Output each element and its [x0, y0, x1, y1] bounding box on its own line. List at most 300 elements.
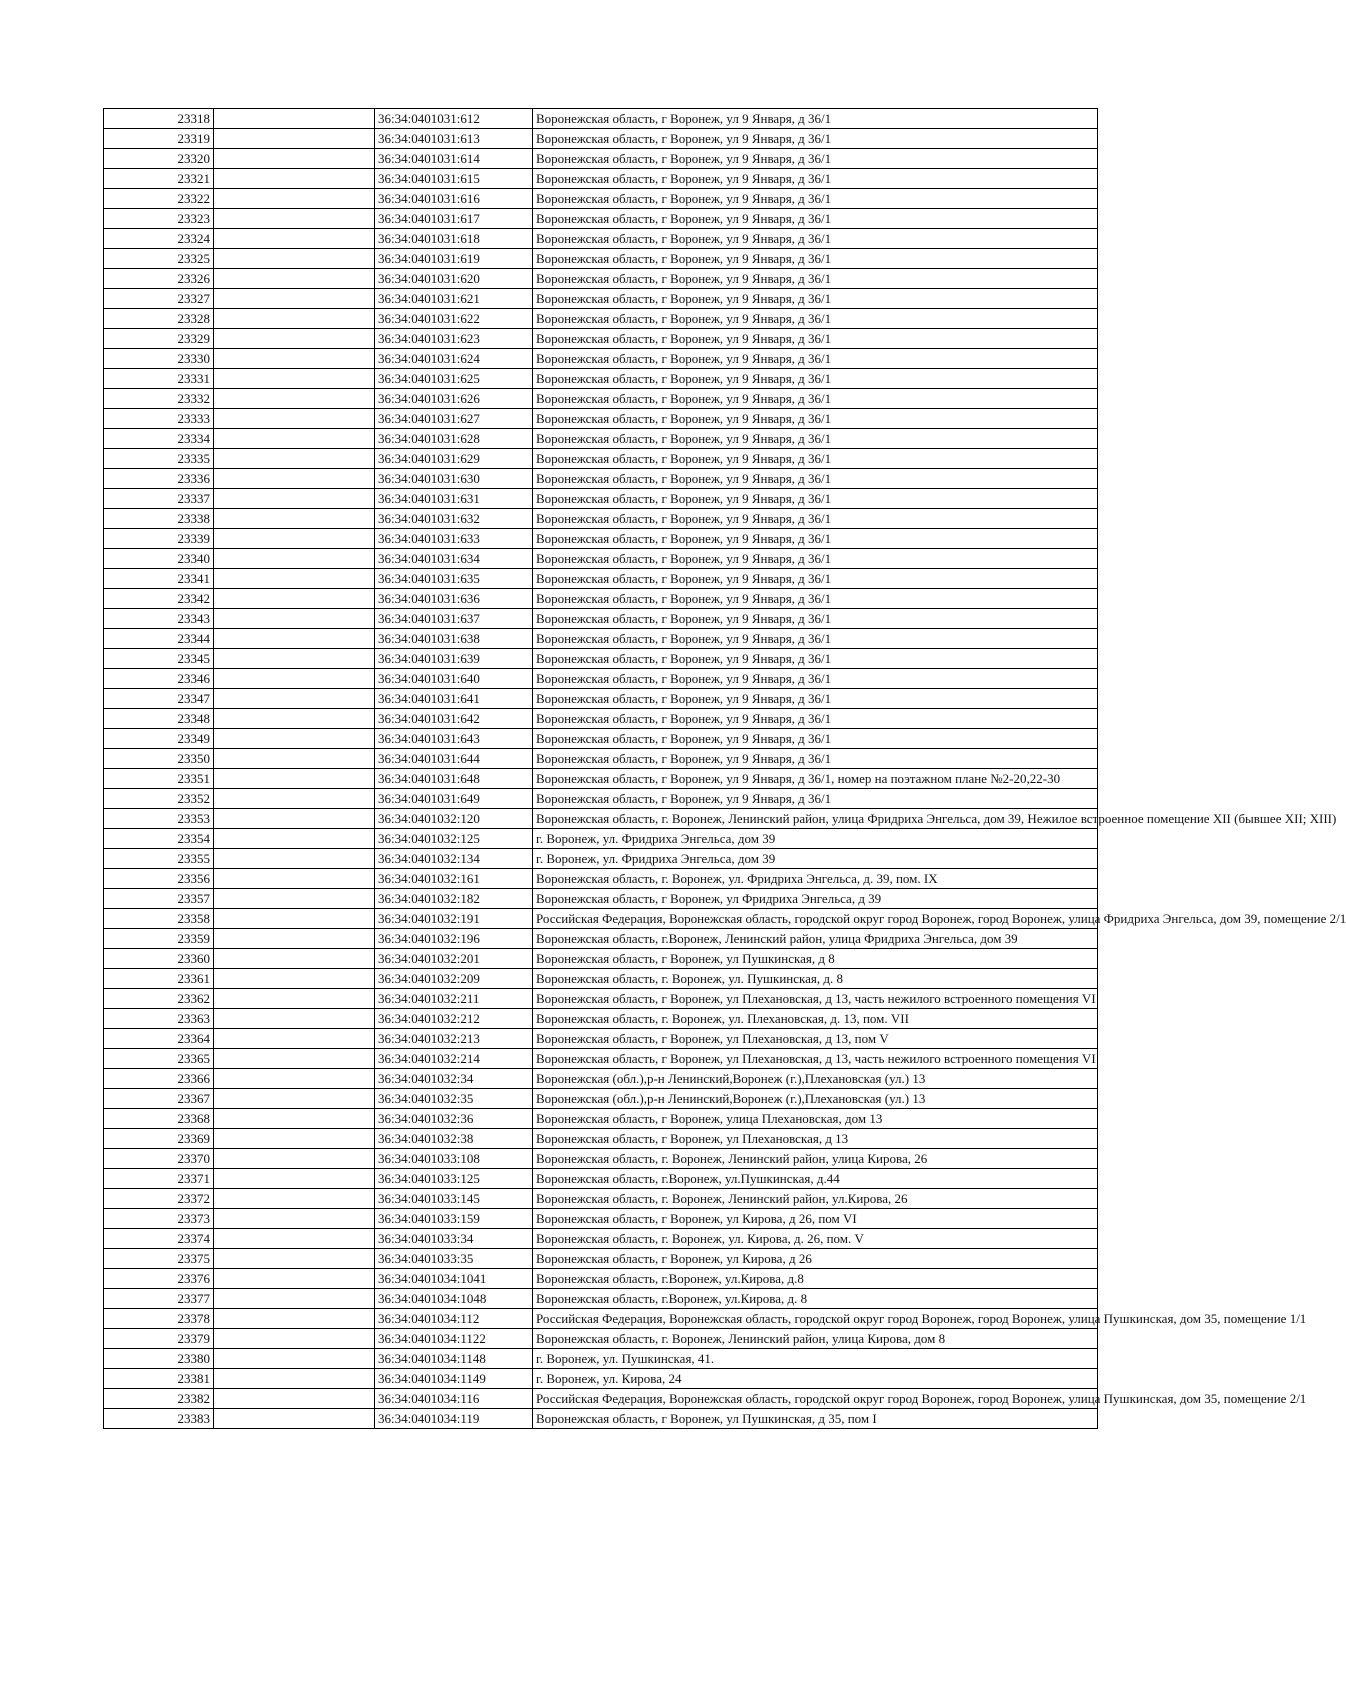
empty-cell [214, 1169, 375, 1189]
address: Воронежская область, г Воронеж, ул 9 Января, д 36/1 [533, 189, 1098, 209]
table-row [104, 949, 1098, 969]
row-number: 23323 [104, 209, 214, 229]
empty-cell [214, 1249, 375, 1269]
row-number: 23350 [104, 749, 214, 769]
table-row [104, 1289, 1098, 1309]
cadastral-number: 36:34:0401032:182 [375, 889, 533, 909]
table-row [104, 1309, 1098, 1329]
cadastral-number: 36:34:0401032:120 [375, 809, 533, 829]
row-number: 23322 [104, 189, 214, 209]
address: Воронежская область, г Воронеж, ул 9 Января, д 36/1 [533, 329, 1098, 349]
empty-cell [214, 749, 375, 769]
table-row [104, 289, 1098, 309]
table-row [104, 409, 1098, 429]
empty-cell [214, 1089, 375, 1109]
row-number: 23346 [104, 669, 214, 689]
cadastral-number: 36:34:0401032:201 [375, 949, 533, 969]
empty-cell [214, 1189, 375, 1209]
row-number: 23344 [104, 629, 214, 649]
row-number: 23337 [104, 489, 214, 509]
address: Воронежская область, г. Воронеж, ул. Пушкинская, д. 8 [533, 969, 1098, 989]
empty-cell [214, 149, 375, 169]
empty-cell [214, 449, 375, 469]
empty-cell [214, 329, 375, 349]
empty-cell [214, 269, 375, 289]
address: Воронежская область, г Воронеж, ул 9 Января, д 36/1 [533, 669, 1098, 689]
table-row [104, 329, 1098, 349]
table-row [104, 389, 1098, 409]
row-number: 23330 [104, 349, 214, 369]
table-row [104, 1189, 1098, 1209]
cadastral-number: 36:34:0401031:614 [375, 149, 533, 169]
cadastral-number: 36:34:0401031:617 [375, 209, 533, 229]
empty-cell [214, 809, 375, 829]
cadastral-number: 36:34:0401031:612 [375, 109, 533, 129]
address: Воронежская область, г Воронеж, ул 9 Января, д 36/1 [533, 609, 1098, 629]
row-number: 23375 [104, 1249, 214, 1269]
cadastral-number: 36:34:0401032:35 [375, 1089, 533, 1109]
cadastral-number: 36:34:0401031:642 [375, 709, 533, 729]
table-row [104, 969, 1098, 989]
cadastral-number: 36:34:0401031:622 [375, 309, 533, 329]
row-number: 23332 [104, 389, 214, 409]
cadastral-number: 36:34:0401031:635 [375, 569, 533, 589]
row-number: 23340 [104, 549, 214, 569]
address: Воронежская область, г. Воронеж, ул. Кирова, д. 26, пом. V [533, 1229, 1098, 1249]
empty-cell [214, 929, 375, 949]
address: Воронежская область, г Воронеж, ул 9 Января, д 36/1 [533, 549, 1098, 569]
row-number: 23327 [104, 289, 214, 309]
cadastral-number: 36:34:0401032:212 [375, 1009, 533, 1029]
table-row [104, 589, 1098, 609]
table-row [104, 1049, 1098, 1069]
cadastral-number: 36:34:0401031:623 [375, 329, 533, 349]
row-number: 23348 [104, 709, 214, 729]
empty-cell [214, 569, 375, 589]
address: Воронежская область, г Воронеж, ул 9 Января, д 36/1 [533, 729, 1098, 749]
cadastral-number: 36:34:0401032:191 [375, 909, 533, 929]
address: Воронежская область, г Воронеж, ул 9 Января, д 36/1 [533, 469, 1098, 489]
row-number: 23345 [104, 649, 214, 669]
table-row [104, 809, 1098, 829]
empty-cell [214, 1109, 375, 1129]
table-row [104, 349, 1098, 369]
empty-cell [214, 1009, 375, 1029]
address: Российская Федерация, Воронежская область, городской округ город Воронеж, город Воронеж, улица Пушкинская, дом 35, помещение 1/1 [533, 1309, 1098, 1329]
empty-cell [214, 409, 375, 429]
table-row [104, 1349, 1098, 1369]
row-number: 23380 [104, 1349, 214, 1369]
address: Воронежская область, г Воронеж, ул 9 Января, д 36/1 [533, 489, 1098, 509]
row-number: 23373 [104, 1209, 214, 1229]
empty-cell [214, 669, 375, 689]
row-number: 23326 [104, 269, 214, 289]
row-number: 23365 [104, 1049, 214, 1069]
cadastral-number: 36:34:0401031:618 [375, 229, 533, 249]
address: Воронежская область, г Воронеж, ул 9 Января, д 36/1 [533, 169, 1098, 189]
cadastral-number: 36:34:0401034:1041 [375, 1269, 533, 1289]
row-number: 23321 [104, 169, 214, 189]
table-row [104, 429, 1098, 449]
empty-cell [214, 129, 375, 149]
row-number: 23383 [104, 1409, 214, 1429]
table-row [104, 1329, 1098, 1349]
row-number: 23342 [104, 589, 214, 609]
cadastral-number: 36:34:0401034:116 [375, 1389, 533, 1409]
table-row [104, 169, 1098, 189]
address: Воронежская область, г Воронеж, ул Плехановская, д 13, часть нежилого встроенного помещения VI [533, 1049, 1098, 1069]
empty-cell [214, 689, 375, 709]
table-row [104, 849, 1098, 869]
empty-cell [214, 769, 375, 789]
row-number: 23376 [104, 1269, 214, 1289]
address: Воронежская (обл.),р-н Ленинский,Воронеж (г.),Плехановская (ул.) 13 [533, 1069, 1098, 1089]
table-row [104, 629, 1098, 649]
row-number: 23371 [104, 1169, 214, 1189]
empty-cell [214, 729, 375, 749]
empty-cell [214, 1329, 375, 1349]
address: Воронежская область, г Воронеж, ул 9 Января, д 36/1 [533, 129, 1098, 149]
empty-cell [214, 169, 375, 189]
table-row [104, 1389, 1098, 1409]
row-number: 23377 [104, 1289, 214, 1309]
cadastral-number: 36:34:0401031:631 [375, 489, 533, 509]
row-number: 23336 [104, 469, 214, 489]
address: г. Воронеж, ул. Кирова, 24 [533, 1369, 1098, 1389]
row-number: 23324 [104, 229, 214, 249]
address: Воронежская область, г Воронеж, ул 9 Января, д 36/1 [533, 389, 1098, 409]
table-row [104, 269, 1098, 289]
empty-cell [214, 369, 375, 389]
cadastral-number: 36:34:0401034:119 [375, 1409, 533, 1429]
address: Воронежская область, г Воронеж, ул Пушкинская, д 35, пом I [533, 1409, 1098, 1429]
table-row [104, 889, 1098, 909]
empty-cell [214, 629, 375, 649]
row-number: 23359 [104, 929, 214, 949]
document-page [103, 108, 1346, 1429]
table-row [104, 1369, 1098, 1389]
row-number: 23349 [104, 729, 214, 749]
cadastral-number: 36:34:0401032:161 [375, 869, 533, 889]
row-number: 23367 [104, 1089, 214, 1109]
table-row [104, 369, 1098, 389]
row-number: 23356 [104, 869, 214, 889]
table-row [104, 449, 1098, 469]
table-row [104, 569, 1098, 589]
empty-cell [214, 549, 375, 569]
row-number: 23339 [104, 529, 214, 549]
cadastral-number: 36:34:0401033:108 [375, 1149, 533, 1169]
table-row [104, 529, 1098, 549]
address: Воронежская область, г.Воронеж, ул.Кирова, д. 8 [533, 1289, 1098, 1309]
empty-cell [214, 969, 375, 989]
row-number: 23333 [104, 409, 214, 429]
row-number: 23325 [104, 249, 214, 269]
empty-cell [214, 1029, 375, 1049]
row-number: 23374 [104, 1229, 214, 1249]
cadastral-number: 36:34:0401033:34 [375, 1229, 533, 1249]
address: Воронежская область, г Воронеж, ул 9 Января, д 36/1 [533, 409, 1098, 429]
address: Воронежская область, г Воронеж, ул 9 Января, д 36/1 [533, 429, 1098, 449]
address: Воронежская область, г Воронеж, ул Плехановская, д 13 [533, 1129, 1098, 1149]
empty-cell [214, 889, 375, 909]
row-number: 23382 [104, 1389, 214, 1409]
table-row [104, 929, 1098, 949]
address: Воронежская область, г Воронеж, ул Плехановская, д 13, часть нежилого встроенного помещения VI [533, 989, 1098, 1009]
table-row [104, 129, 1098, 149]
empty-cell [214, 1129, 375, 1149]
table-row [104, 1409, 1098, 1429]
empty-cell [214, 709, 375, 729]
address: Воронежская область, г Воронеж, ул 9 Января, д 36/1 [533, 709, 1098, 729]
cadastral-number: 36:34:0401032:196 [375, 929, 533, 949]
cadastral-number: 36:34:0401032:134 [375, 849, 533, 869]
table-row [104, 249, 1098, 269]
row-number: 23341 [104, 569, 214, 589]
cadastral-number: 36:34:0401034:1149 [375, 1369, 533, 1389]
register-table [103, 108, 1346, 1429]
row-number: 23353 [104, 809, 214, 829]
cadastral-number: 36:34:0401034:1048 [375, 1289, 533, 1309]
cadastral-number: 36:34:0401031:630 [375, 469, 533, 489]
address: Воронежская область, г Воронеж, ул Кирова, д 26, пом VI [533, 1209, 1098, 1229]
table-row [104, 229, 1098, 249]
address: Воронежская область, г Воронеж, ул 9 Января, д 36/1 [533, 789, 1098, 809]
empty-cell [214, 1389, 375, 1409]
cadastral-number: 36:34:0401031:621 [375, 289, 533, 309]
table-row [104, 309, 1098, 329]
row-number: 23343 [104, 609, 214, 629]
row-number: 23352 [104, 789, 214, 809]
cadastral-number: 36:34:0401033:125 [375, 1169, 533, 1189]
cadastral-number: 36:34:0401031:643 [375, 729, 533, 749]
empty-cell [214, 249, 375, 269]
row-number: 23369 [104, 1129, 214, 1149]
row-number: 23354 [104, 829, 214, 849]
table-row [104, 109, 1098, 129]
address: Воронежская область, г Воронеж, ул 9 Января, д 36/1 [533, 349, 1098, 369]
row-number: 23364 [104, 1029, 214, 1049]
row-number: 23358 [104, 909, 214, 929]
cadastral-number: 36:34:0401031:641 [375, 689, 533, 709]
empty-cell [214, 109, 375, 129]
cadastral-number: 36:34:0401031:649 [375, 789, 533, 809]
table-row [104, 669, 1098, 689]
table-row [104, 189, 1098, 209]
empty-cell [214, 229, 375, 249]
address: Воронежская область, г. Воронеж, Ленинский район, улица Кирова, дом 8 [533, 1329, 1098, 1349]
address: Российская Федерация, Воронежская область, городской округ город Воронеж, город Воронеж, улица Пушкинская, дом 35, помещение 2/1 [533, 1389, 1098, 1409]
cadastral-number: 36:34:0401031:633 [375, 529, 533, 549]
cadastral-number: 36:34:0401032:209 [375, 969, 533, 989]
empty-cell [214, 1409, 375, 1429]
address: Воронежская область, г Воронеж, ул 9 Января, д 36/1 [533, 209, 1098, 229]
empty-cell [214, 1369, 375, 1389]
table-row [104, 549, 1098, 569]
row-number: 23355 [104, 849, 214, 869]
address: Воронежская область, г Воронеж, ул Кирова, д 26 [533, 1249, 1098, 1269]
cadastral-number: 36:34:0401033:35 [375, 1249, 533, 1269]
empty-cell [214, 649, 375, 669]
table-row [104, 1169, 1098, 1189]
table-row [104, 829, 1098, 849]
row-number: 23368 [104, 1109, 214, 1129]
table-row [104, 1209, 1098, 1229]
empty-cell [214, 849, 375, 869]
table-row [104, 689, 1098, 709]
address: г. Воронеж, ул. Пушкинская, 41. [533, 1349, 1098, 1369]
cadastral-number: 36:34:0401031:629 [375, 449, 533, 469]
register-rows [104, 109, 1346, 1429]
empty-cell [214, 509, 375, 529]
row-number: 23360 [104, 949, 214, 969]
table-row [104, 209, 1098, 229]
row-number: 23370 [104, 1149, 214, 1169]
cadastral-number: 36:34:0401032:38 [375, 1129, 533, 1149]
table-row [104, 649, 1098, 669]
empty-cell [214, 469, 375, 489]
row-number: 23318 [104, 109, 214, 129]
row-number: 23378 [104, 1309, 214, 1329]
empty-cell [214, 1229, 375, 1249]
table-row [104, 1269, 1098, 1289]
row-number: 23338 [104, 509, 214, 529]
table-row [104, 909, 1098, 929]
empty-cell [214, 389, 375, 409]
address: Воронежская область, г. Воронеж, Ленинский район, улица Фридриха Энгельса, дом 39, Нежилое встроенное помещение XII (бывшее XII; XIII) [533, 809, 1098, 829]
address: Воронежская область, г.Воронеж, Ленинский район, улица Фридриха Энгельса, дом 39 [533, 929, 1098, 949]
empty-cell [214, 789, 375, 809]
empty-cell [214, 909, 375, 929]
cadastral-number: 36:34:0401031:627 [375, 409, 533, 429]
cadastral-number: 36:34:0401031:644 [375, 749, 533, 769]
empty-cell [214, 1309, 375, 1329]
address: Воронежская область, г Воронеж, ул 9 Января, д 36/1 [533, 629, 1098, 649]
empty-cell [214, 1149, 375, 1169]
table-row [104, 489, 1098, 509]
cadastral-number: 36:34:0401033:159 [375, 1209, 533, 1229]
table-row [104, 1069, 1098, 1089]
address: Воронежская область, г. Воронеж, ул. Фридриха Энгельса, д. 39, пом. IX [533, 869, 1098, 889]
cadastral-number: 36:34:0401031:648 [375, 769, 533, 789]
address: Воронежская область, г. Воронеж, Ленинский район, улица Кирова, 26 [533, 1149, 1098, 1169]
table-row [104, 1029, 1098, 1049]
empty-cell [214, 1209, 375, 1229]
address: Воронежская область, г Воронеж, ул 9 Января, д 36/1 [533, 509, 1098, 529]
cadastral-number: 36:34:0401031:620 [375, 269, 533, 289]
empty-cell [214, 869, 375, 889]
cadastral-number: 36:34:0401031:628 [375, 429, 533, 449]
table-row [104, 869, 1098, 889]
address: Воронежская область, г Воронеж, ул 9 Января, д 36/1 [533, 229, 1098, 249]
empty-cell [214, 189, 375, 209]
cadastral-number: 36:34:0401034:1122 [375, 1329, 533, 1349]
table-row [104, 1149, 1098, 1169]
address: Воронежская область, г Воронеж, ул Фридриха Энгельса, д 39 [533, 889, 1098, 909]
cadastral-number: 36:34:0401031:632 [375, 509, 533, 529]
address: Воронежская область, г.Воронеж, ул.Кирова, д.8 [533, 1269, 1098, 1289]
empty-cell [214, 1349, 375, 1369]
address: Воронежская область, г. Воронеж, Ленинский район, ул.Кирова, 26 [533, 1189, 1098, 1209]
address: Воронежская область, г Воронеж, ул 9 Января, д 36/1 [533, 309, 1098, 329]
empty-cell [214, 989, 375, 1009]
cadastral-number: 36:34:0401031:636 [375, 589, 533, 609]
cadastral-number: 36:34:0401031:624 [375, 349, 533, 369]
empty-cell [214, 209, 375, 229]
row-number: 23334 [104, 429, 214, 449]
table-row [104, 469, 1098, 489]
address: Воронежская область, г Воронеж, ул 9 Января, д 36/1 [533, 449, 1098, 469]
row-number: 23363 [104, 1009, 214, 1029]
row-number: 23372 [104, 1189, 214, 1209]
row-number: 23381 [104, 1369, 214, 1389]
cadastral-number: 36:34:0401031:615 [375, 169, 533, 189]
cadastral-number: 36:34:0401031:640 [375, 669, 533, 689]
cadastral-number: 36:34:0401032:214 [375, 1049, 533, 1069]
cadastral-number: 36:34:0401031:639 [375, 649, 533, 669]
table-row [104, 509, 1098, 529]
address: Воронежская область, г Воронеж, ул 9 Января, д 36/1 [533, 109, 1098, 129]
address: Воронежская область, г Воронеж, ул 9 Января, д 36/1 [533, 689, 1098, 709]
cadastral-number: 36:34:0401031:619 [375, 249, 533, 269]
address: Воронежская область, г Воронеж, ул 9 Января, д 36/1 [533, 529, 1098, 549]
cadastral-number: 36:34:0401032:36 [375, 1109, 533, 1129]
address: Воронежская область, г.Воронеж, ул.Пушкинская, д.44 [533, 1169, 1098, 1189]
empty-cell [214, 489, 375, 509]
table-row [104, 769, 1098, 789]
cadastral-number: 36:34:0401031:626 [375, 389, 533, 409]
empty-cell [214, 949, 375, 969]
row-number: 23361 [104, 969, 214, 989]
address: Воронежская область, г Воронеж, ул 9 Января, д 36/1 [533, 369, 1098, 389]
table-row [104, 709, 1098, 729]
empty-cell [214, 1269, 375, 1289]
cadastral-number: 36:34:0401034:112 [375, 1309, 533, 1329]
empty-cell [214, 609, 375, 629]
table-row [104, 749, 1098, 769]
empty-cell [214, 1069, 375, 1089]
address: Воронежская область, г Воронеж, улица Плехановская, дом 13 [533, 1109, 1098, 1129]
empty-cell [214, 429, 375, 449]
address: Воронежская область, г Воронеж, ул Пушкинская, д 8 [533, 949, 1098, 969]
address: Воронежская (обл.),р-н Ленинский,Воронеж (г.),Плехановская (ул.) 13 [533, 1089, 1098, 1109]
row-number: 23347 [104, 689, 214, 709]
address: Воронежская область, г. Воронеж, ул. Плехановская, д. 13, пом. VII [533, 1009, 1098, 1029]
address: г. Воронеж, ул. Фридриха Энгельса, дом 39 [533, 849, 1098, 869]
cadastral-number: 36:34:0401031:625 [375, 369, 533, 389]
empty-cell [214, 529, 375, 549]
row-number: 23320 [104, 149, 214, 169]
address: Воронежская область, г Воронеж, ул 9 Января, д 36/1 [533, 269, 1098, 289]
empty-cell [214, 309, 375, 329]
empty-cell [214, 1049, 375, 1069]
address: Воронежская область, г Воронеж, ул 9 Января, д 36/1 [533, 289, 1098, 309]
row-number: 23335 [104, 449, 214, 469]
table-row [104, 989, 1098, 1009]
table-row [104, 1009, 1098, 1029]
table-row [104, 609, 1098, 629]
row-number: 23362 [104, 989, 214, 1009]
row-number: 23366 [104, 1069, 214, 1089]
address: Воронежская область, г Воронеж, ул 9 Января, д 36/1 [533, 249, 1098, 269]
empty-cell [214, 829, 375, 849]
table-row [104, 1229, 1098, 1249]
cadastral-number: 36:34:0401034:1148 [375, 1349, 533, 1369]
cadastral-number: 36:34:0401032:34 [375, 1069, 533, 1089]
row-number: 23319 [104, 129, 214, 149]
empty-cell [214, 589, 375, 609]
cadastral-number: 36:34:0401031:613 [375, 129, 533, 149]
